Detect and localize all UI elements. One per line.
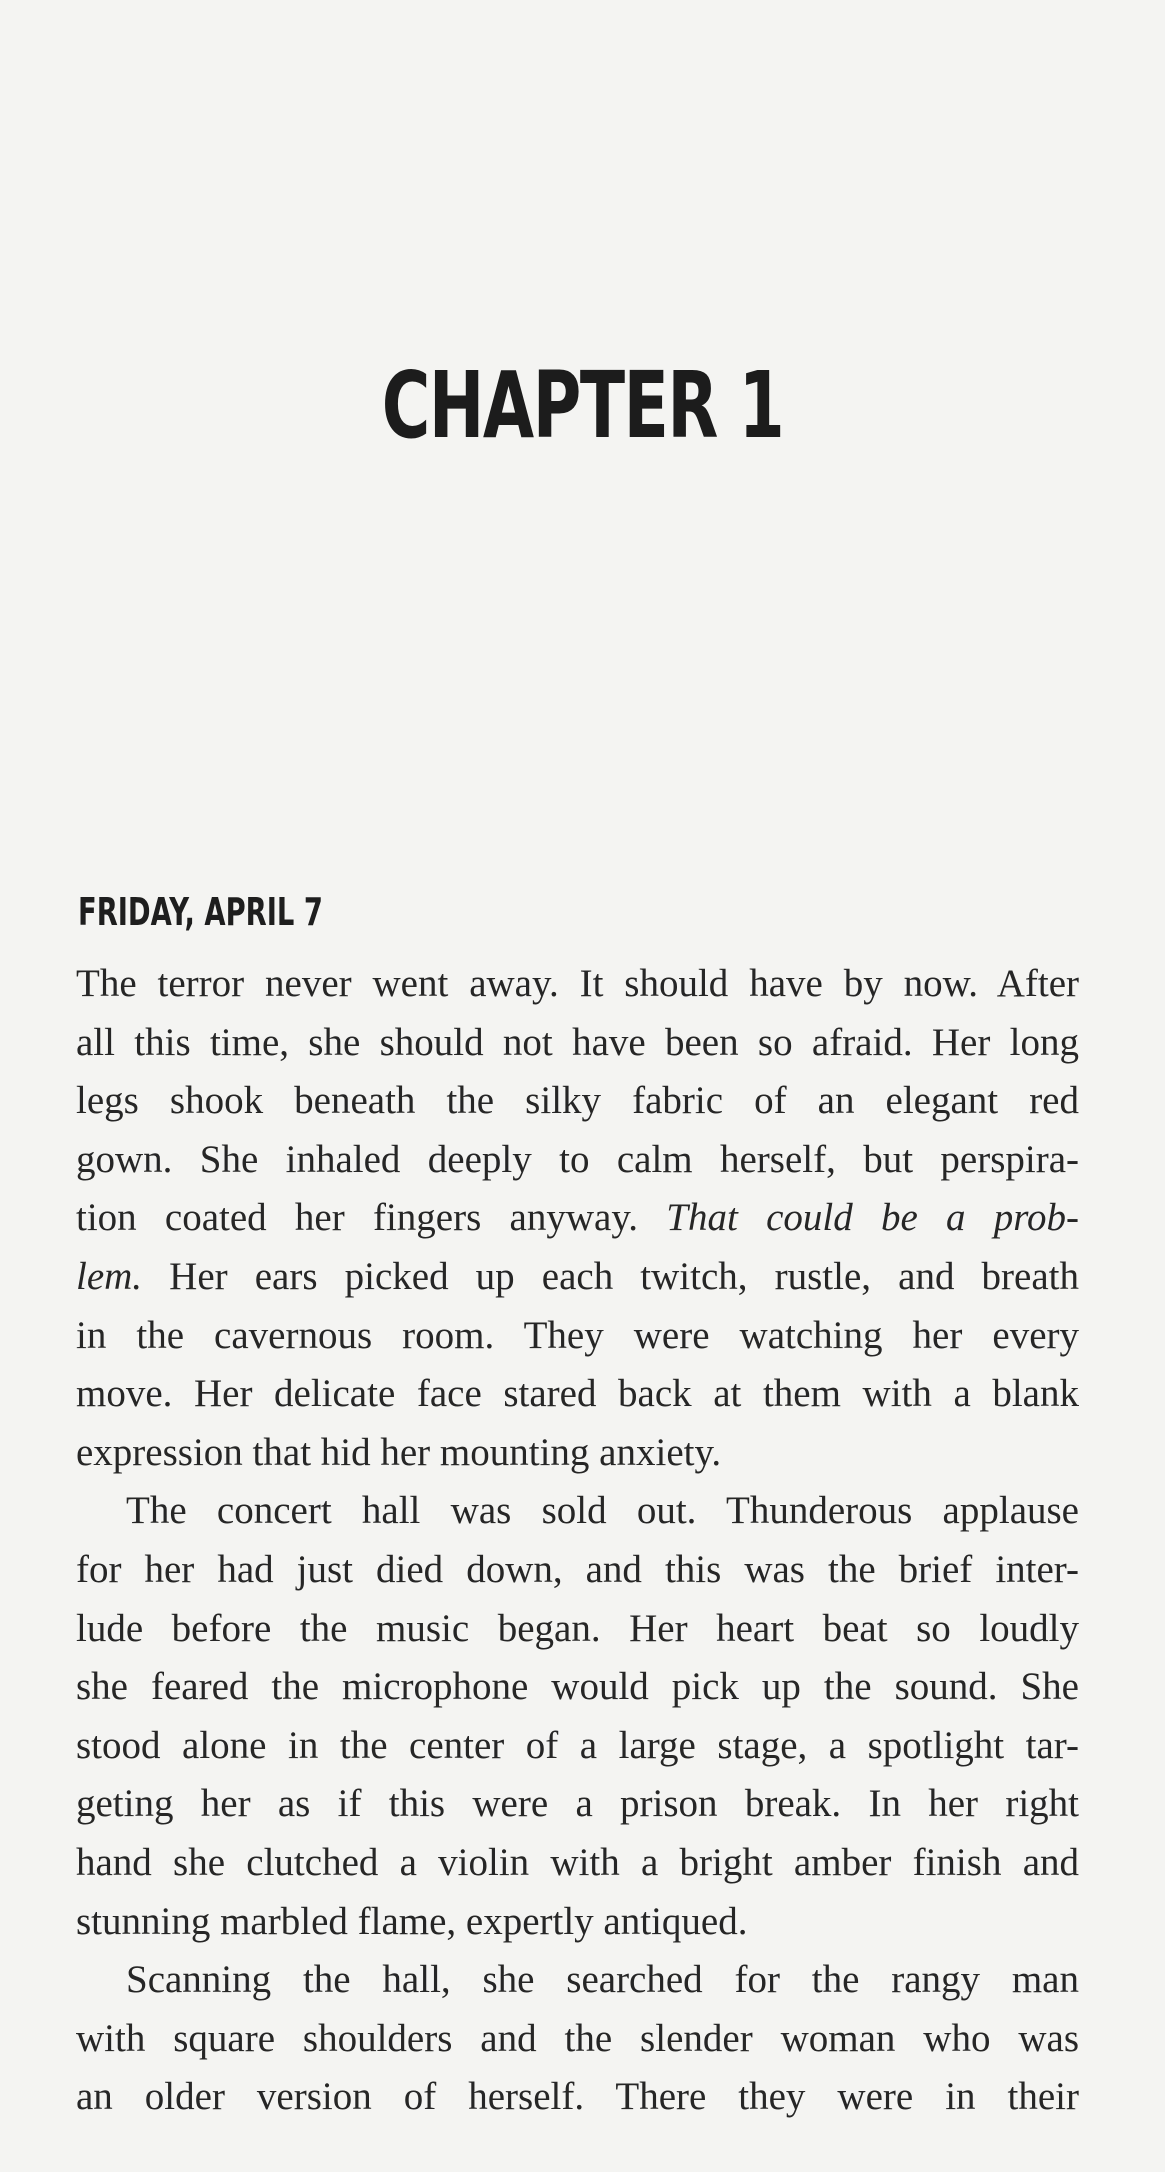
chapter-title: CHAPTER 1 (381, 352, 784, 459)
text-line (76, 1248, 1079, 1307)
text-line: Scanning the hall, she searched for the rangy man (126, 1958, 1079, 2002)
text-line: an older version of herself. There they were in their (76, 2075, 1079, 2119)
text-line: with square shoulders and the slender woman who was (76, 2016, 1079, 2060)
text-line: hand she clutched a violin with a bright amber finish and (76, 1840, 1079, 1884)
text-line: for her had just died down, and this was the brief inter- (76, 1547, 1079, 1591)
text-line: she feared the microphone would pick up the sound. She (76, 1665, 1079, 1709)
italic-text: That could be a prob- (666, 1196, 1079, 1240)
text-line: all this time, she should not have been so afraid. Her long (76, 1020, 1079, 1064)
text-line: lude before the music began. Her heart beat so loudly (76, 1606, 1079, 1650)
text-line: legs shook beneath the silky fabric of an elegant red (76, 1079, 1079, 1123)
text-line (76, 1189, 1079, 1248)
text-run: Her ears picked up each twitch, rustle, and breath (142, 1254, 1079, 1298)
text-line: move. Her delicate face stared back at them with a blank (76, 1372, 1079, 1416)
text-line: in the cavernous room. They were watching her every (76, 1313, 1079, 1357)
text-line: expression that hid her mounting anxiety. (76, 1430, 722, 1474)
body-text (76, 955, 1079, 2127)
text-line: gown. She inhaled deeply to calm herself, but perspira- (76, 1137, 1079, 1181)
text-line: geting her as if this were a prison break. In her right (76, 1782, 1079, 1826)
text-line: stood alone in the center of a large stage, a spotlight tar- (76, 1723, 1079, 1767)
text-line: stunning marbled flame, expertly antiqued. (76, 1899, 748, 1943)
text-run: tion coated her fingers anyway. (76, 1196, 667, 1240)
text-line: The concert hall was sold out. Thunderous applause (126, 1489, 1079, 1533)
date-heading: FRIDAY, APRIL 7 (78, 890, 323, 934)
italic-text: lem. (76, 1254, 143, 1298)
text-line: The terror never went away. It should have by now. After (76, 962, 1079, 1005)
